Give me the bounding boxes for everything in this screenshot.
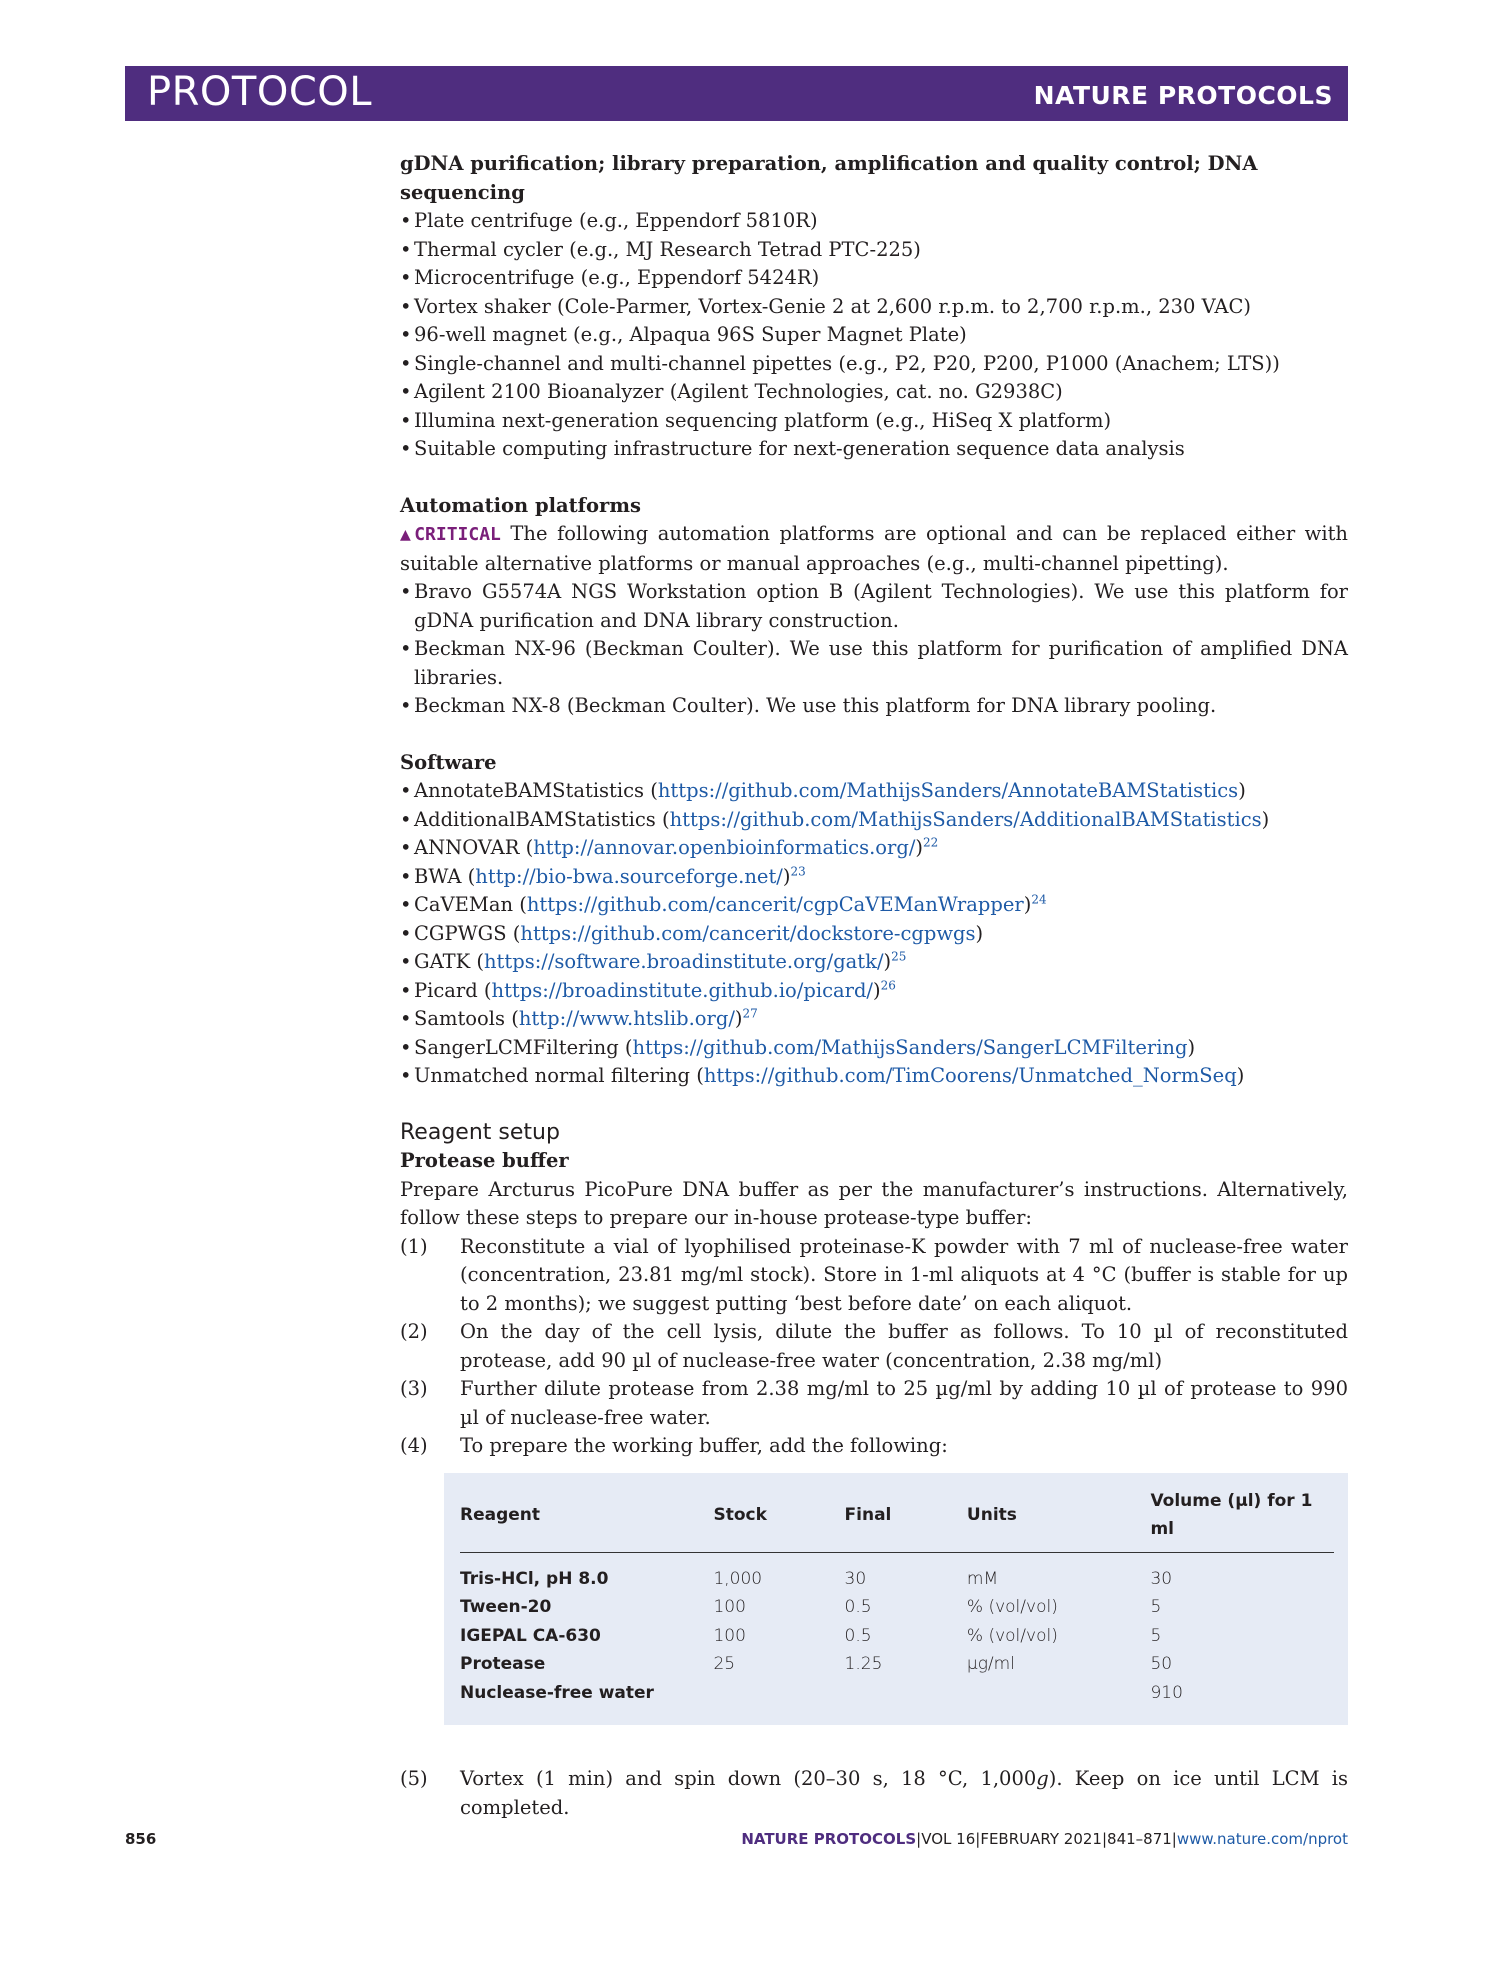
footer-pages: 841–871	[1107, 1830, 1172, 1848]
table-cell: 30	[844, 1568, 867, 1589]
steps-list	[400, 1233, 1348, 1461]
software-item: • Unmatched normal filtering (https://github.com/TimCoorens/Unmatched_NormSeq)	[400, 1062, 1348, 1091]
software-name: CGPWGS	[414, 921, 507, 945]
footer-volume: VOL 16	[921, 1830, 976, 1848]
step-3	[400, 1375, 1348, 1432]
list-item: • Vortex shaker (Cole-Parmer, Vortex-Genie 2 at 2,600 r.p.m. to 2,700 r.p.m., 230 VAC)	[400, 293, 1348, 322]
step-5	[400, 1765, 1348, 1822]
software-item: • GATK (https://software.broadinstitute.org/gatk/)$^{25}$	[400, 948, 1348, 977]
software-item: • SangerLCMFiltering (https://github.com/MathijsSanders/SangerLCMFiltering)	[400, 1034, 1348, 1063]
list-item: • Bravo G5574A NGS Workstation option B (Agilent Technologies). We use this platform for gDNA purification and DNA library construction.	[400, 578, 1348, 635]
step-text-tail: ). Keep on ice until LCM is completed.	[460, 1767, 1349, 1819]
critical-icon: ▲	[400, 524, 415, 545]
table-cell: % (vol/vol)	[966, 1625, 1058, 1646]
table-cell: mM	[966, 1568, 999, 1589]
table-row	[460, 1650, 1334, 1679]
journal-name: NATURE PROTOCOLS	[1033, 81, 1333, 110]
equipment-heading: gDNA purification; library preparation, amplification and quality control; DNA sequencing	[400, 152, 1258, 204]
critical-note	[400, 520, 1348, 578]
table-cell: µg/ml	[966, 1654, 1015, 1674]
step-text: Reconstitute a vial of lyophilised proteinase-K powder with 7 ml of nuclease-free water (concentration, 23.81 mg/ml stock). Store in 1-ml aliquots at 4 °C (buffer is stable for up to 2 months); we suggest putting ‘best before date’ on each aliquot.	[460, 1234, 1348, 1315]
reagent-table	[444, 1473, 1348, 1726]
step-2	[400, 1318, 1348, 1375]
reference-number[interactable]: 26	[880, 978, 896, 992]
reagent-name: Tween-20	[460, 1597, 552, 1617]
software-link[interactable]: https://github.com/MathijsSanders/AdditionalBAMStatistics	[669, 807, 1262, 831]
software-item: • CGPWGS (https://github.com/cancerit/dockstore-cgpwgs)	[400, 920, 1348, 949]
step-number: (4)	[400, 1434, 428, 1457]
software-item: • Samtools (http://www.htslib.org/)$^{27}$	[400, 1005, 1348, 1034]
footer-url[interactable]: www.nature.com/nprot	[1176, 1830, 1348, 1848]
list-item: • Agilent 2100 Bioanalyzer (Agilent Technologies, cat. no. G2938C)	[400, 378, 1348, 407]
section-label: PROTOCOL	[147, 69, 373, 115]
step-1	[400, 1233, 1348, 1319]
software-name: AnnotateBAMStatistics	[414, 779, 645, 802]
reference-number[interactable]: 22	[923, 835, 939, 850]
equipment-list	[400, 207, 1348, 464]
list-item: • 96-well magnet (e.g., Alpaqua 96S Super Magnet Plate)	[400, 321, 1348, 350]
software-list	[400, 777, 1348, 1091]
reagent-name: Protease	[460, 1654, 546, 1674]
software-link[interactable]: https://github.com/cancerit/dockstore-cgpwgs	[520, 921, 976, 945]
table-cell: 100	[713, 1597, 746, 1617]
software-item: • ANNOVAR (http://annovar.openbioinformatics.org/)$^{22}$	[400, 834, 1348, 863]
column-header: Volume (µl) for 1 ml	[1150, 1487, 1334, 1553]
table-cell: 0.5	[844, 1597, 872, 1617]
column-header: Units	[967, 1487, 1151, 1553]
table-cell	[967, 1679, 1151, 1708]
list-item: • Illumina next-generation sequencing platform (e.g., HiSeq X platform)	[400, 407, 1348, 436]
reference-number[interactable]: 25	[891, 949, 907, 964]
step-number: (1)	[400, 1234, 428, 1258]
list-item: • Single-channel and multi-channel pipettes (e.g., P2, P20, P200, P1000 (Anachem; LTS))	[400, 350, 1348, 379]
table-cell	[845, 1679, 967, 1708]
software-name: GATK	[414, 950, 471, 973]
header-banner	[125, 66, 1348, 121]
software-name: CaVEMan	[414, 893, 514, 916]
software-link[interactable]: https://broadinstitute.github.io/picard/	[491, 978, 873, 1002]
software-item: • BWA (http://bio-bwa.sourceforge.net/)$^{23}$	[400, 863, 1348, 892]
list-item: • Beckman NX-96 (Beckman Coulter). We use this platform for purification of amplified DNA libraries.	[400, 635, 1348, 692]
software-name: AdditionalBAMStatistics	[414, 807, 656, 831]
software-link[interactable]: https://software.broadinstitute.org/gatk/	[483, 950, 884, 973]
page-number: 856	[125, 1830, 157, 1848]
table-cell: 1.25	[844, 1654, 883, 1674]
automation-heading: Automation platforms	[400, 493, 641, 517]
table-cell: 910	[1150, 1682, 1183, 1703]
table-cell: 30	[1150, 1568, 1173, 1589]
table-cell: % (vol/vol)	[966, 1597, 1058, 1617]
software-link[interactable]: http://www.htslib.org/	[518, 1007, 735, 1030]
step-number: (2)	[400, 1320, 428, 1343]
list-item: • Microcentrifuge (e.g., Eppendorf 5424R)	[400, 264, 1348, 293]
software-item: • AnnotateBAMStatistics (https://github.com/MathijsSanders/AnnotateBAMStatistics)	[400, 777, 1348, 806]
reagent-name: IGEPAL CA-630	[460, 1625, 601, 1646]
table-cell: 1,000	[713, 1568, 763, 1589]
footer-journal: NATURE PROTOCOLS	[741, 1830, 917, 1848]
list-item: • Plate centrifuge (e.g., Eppendorf 5810R)	[400, 207, 1348, 236]
step-text: Further dilute protease from 2.38 mg/ml to 25 µg/ml by adding 10 µl of protease to 990 µl of nuclease-free water.	[460, 1377, 1348, 1429]
table-cell: 50	[1150, 1654, 1173, 1674]
reagent-name: Nuclease-free water	[460, 1682, 654, 1703]
step-number: (5)	[400, 1767, 428, 1790]
software-item: • AdditionalBAMStatistics (https://github.com/MathijsSanders/AdditionalBAMStatistics)	[400, 806, 1348, 835]
list-item: • Beckman NX-8 (Beckman Coulter). We use this platform for DNA library pooling.	[400, 692, 1348, 721]
table-row	[460, 1679, 1334, 1708]
software-name: Samtools	[414, 1007, 506, 1030]
software-name: Picard	[414, 978, 478, 1002]
software-link[interactable]: https://github.com/TimCoorens/Unmatched_NormSeq	[703, 1064, 1237, 1087]
software-link[interactable]: https://github.com/cancerit/cgpCaVEManWrapper	[526, 893, 1024, 916]
reference-number[interactable]: 27	[742, 1006, 758, 1021]
step-text-unit: g	[1036, 1767, 1049, 1790]
table-cell: 0.5	[844, 1625, 872, 1646]
critical-text: The following automation platforms are optional and can be replaced either with suitable alternative platforms or manual approaches (e.g., multi-channel pipetting).	[400, 522, 1348, 575]
software-name: Unmatched normal filtering	[414, 1064, 691, 1087]
step-number: (3)	[400, 1377, 428, 1400]
table-cell	[713, 1679, 844, 1708]
software-link[interactable]: http://annovar.openbioinformatics.org/	[533, 836, 916, 859]
software-name: BWA	[414, 864, 462, 888]
reference-number[interactable]: 23	[790, 864, 806, 878]
reagent-name: Tris-HCl, pH 8.0	[460, 1568, 609, 1589]
software-heading: Software	[400, 750, 497, 774]
column-header: Reagent	[460, 1487, 713, 1553]
table-cell: 25	[713, 1654, 736, 1674]
table-cell: 100	[713, 1625, 746, 1646]
column-header: Stock	[713, 1487, 844, 1553]
reference-number[interactable]: 24	[1031, 892, 1047, 907]
software-link[interactable]: http://bio-bwa.sourceforge.net/	[475, 864, 783, 888]
list-item: • Thermal cycler (e.g., MJ Research Tetrad PTC-225)	[400, 236, 1348, 265]
software-item: • CaVEMan (https://github.com/cancerit/cgpCaVEManWrapper)$^{24}$	[400, 891, 1348, 920]
footer-date: FEBRUARY 2021	[980, 1830, 1102, 1848]
software-link[interactable]: https://github.com/MathijsSanders/SangerLCMFiltering	[632, 1035, 1188, 1059]
software-item: • Picard (https://broadinstitute.github.io/picard/)$^{26}$	[400, 977, 1348, 1006]
list-item: • Suitable computing infrastructure for next-generation sequence data analysis	[400, 435, 1348, 464]
main-content	[400, 150, 1348, 1822]
automation-list	[400, 578, 1348, 721]
protease-intro: Prepare Arcturus PicoPure DNA buffer as per the manufacturer’s instructions. Alternatively, follow these steps to prepare our in-house protease-type buffer:	[400, 1177, 1348, 1229]
software-name: ANNOVAR	[414, 836, 520, 859]
step-text: On the day of the cell lysis, dilute the buffer as follows. To 10 µl of reconstituted protease, add 90 µl of nuclease-free water (concentration, 2.38 mg/ml)	[460, 1320, 1348, 1372]
table-cell: 5	[1150, 1597, 1162, 1617]
protease-buffer-heading: Protease buffer	[400, 1149, 569, 1172]
software-link[interactable]: https://github.com/MathijsSanders/AnnotateBAMStatistics	[657, 779, 1239, 802]
table-row	[460, 1565, 1334, 1594]
software-name: SangerLCMFiltering	[414, 1035, 619, 1059]
critical-label: CRITICAL	[414, 524, 501, 545]
step-4	[400, 1432, 1348, 1461]
table-cell: 5	[1150, 1625, 1162, 1646]
step-text: Vortex (1 min) and spin down (20–30 s, 18 °C, 1,000	[460, 1767, 1037, 1790]
table-header-row	[460, 1487, 1334, 1553]
table-row	[460, 1622, 1334, 1651]
footer-citation: NATURE PROTOCOLS|VOL 16|FEBRUARY 2021|841–871|www.nature.com/nprot	[741, 1830, 1348, 1848]
step-text: To prepare the working buffer, add the following:	[460, 1434, 948, 1457]
table-row	[460, 1593, 1334, 1622]
reagent-setup-heading: Reagent setup	[400, 1119, 560, 1145]
column-header: Final	[845, 1487, 967, 1553]
